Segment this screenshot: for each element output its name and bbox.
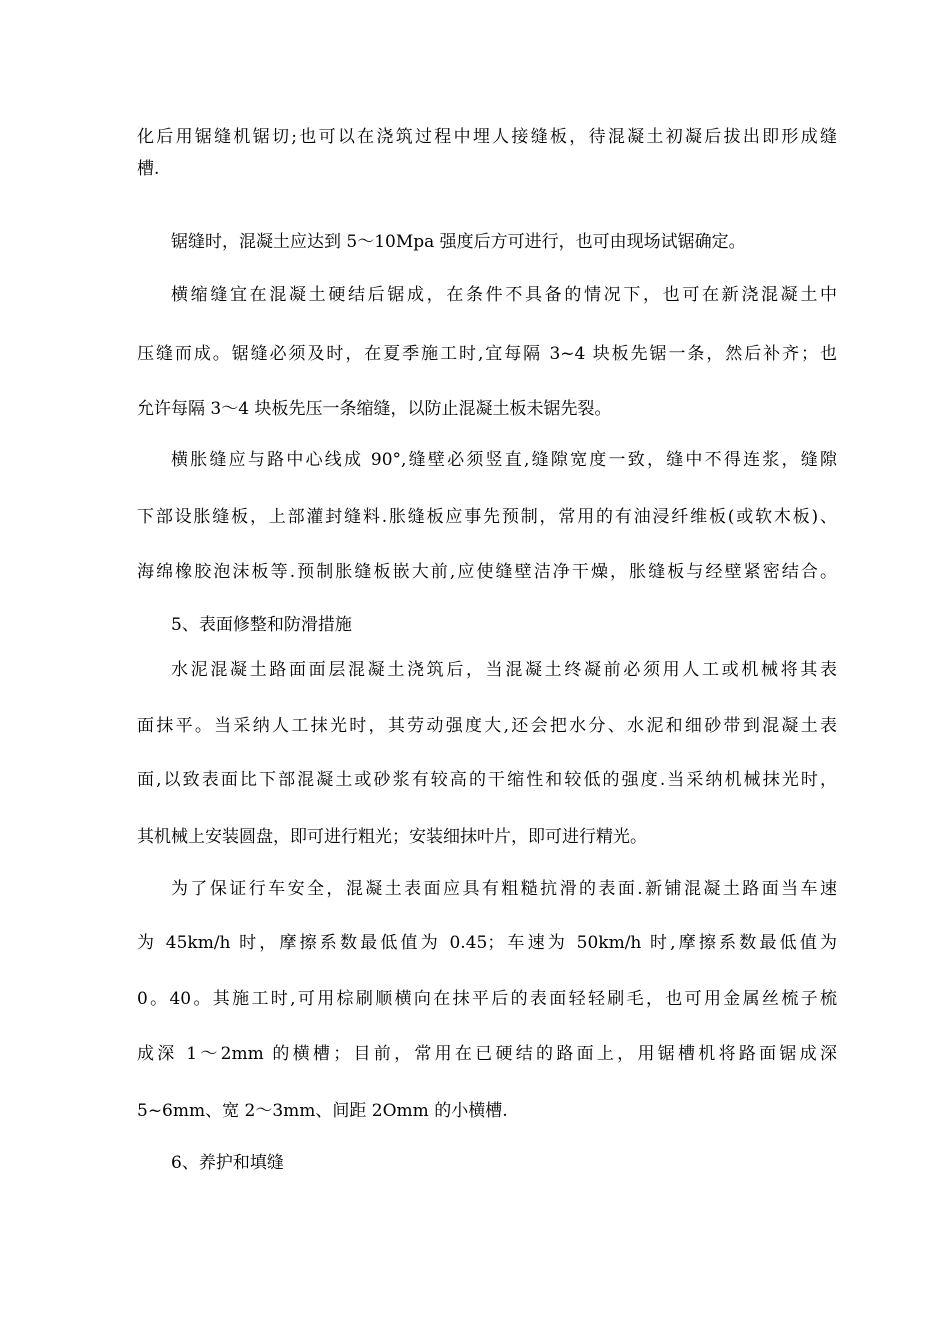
text-line: 成深 1～2mm 的横槽；目前，常用在已硬结的路面上，用锯槽机将路面锯成深 — [137, 1044, 837, 1064]
text-line: 其机械上安装圆盘，即可进行粗光；安装细抹叶片，即可进行精光。 — [137, 827, 647, 847]
text-line: 5~6mm、宽 2～3mm、间距 2Omm 的小横槽. — [137, 1101, 508, 1121]
text-line: 为 45km/h 时，摩擦系数最低值为 0.45；车速为 50km/h 时,摩擦系数最低值为 — [137, 933, 837, 953]
text-line: 海绵橡胶泡沫板等.预制胀缝板嵌大前,应使缝壁洁净干燥，胀缝板与经壁紧密结合。 — [137, 562, 837, 582]
section-heading: 6、养护和填缝 — [171, 1153, 284, 1173]
text-line: 下部设胀缝板，上部灌封缝料.胀缝板应事先预制，常用的有油浸纤维板(或软木板)、 — [137, 507, 837, 527]
text-line: 横胀缝应与路中心线成 90°,缝壁必须竖直,缝隙宽度一致，缝中不得连浆，缝隙 — [171, 450, 837, 470]
text-line: 允许每隔 3～4 块板先压一条缩缝，以防止混凝土板未锯先裂。 — [137, 399, 612, 419]
text-line: 面抹平。当采纳人工抹光时，其劳动强度大,还会把水分、水泥和细砂带到混凝土表 — [137, 716, 837, 736]
text-line: 为了保证行车安全，混凝土表面应具有粗糙抗滑的表面.新铺混凝土路面当车速 — [171, 879, 837, 899]
text-line: 化后用锯缝机锯切;也可以在浇筑过程中埋人接缝板，待混凝土初凝后拔出即形成缝 — [137, 127, 837, 147]
text-line: 0。40。其施工时,可用棕刷顺横向在抹平后的表面轻轻刷毛，也可用金属丝梳子梳 — [137, 989, 837, 1009]
text-line: 槽. — [137, 159, 160, 179]
text-line: 压缝而成。锯缝必须及时，在夏季施工时,宜每隔 3~4 块板先锯一条，然后补齐；也 — [137, 344, 837, 364]
section-heading: 5、表面修整和防滑措施 — [171, 615, 352, 635]
text-line: 横缩缝宜在混凝土硬结后锯成，在条件不具备的情况下，也可在新浇混凝土中 — [171, 285, 837, 305]
text-line: 面,以致表面比下部混凝土或砂浆有较高的干缩性和较低的强度.当采纳机械抹光时， — [137, 770, 837, 790]
text-line: 锯缝时，混凝土应达到 5～10Mpa 强度后方可进行，也可由现场试锯确定。 — [171, 232, 746, 252]
text-line: 水泥混凝土路面面层混凝土浇筑后，当混凝土终凝前必须用人工或机械将其表 — [171, 660, 837, 680]
